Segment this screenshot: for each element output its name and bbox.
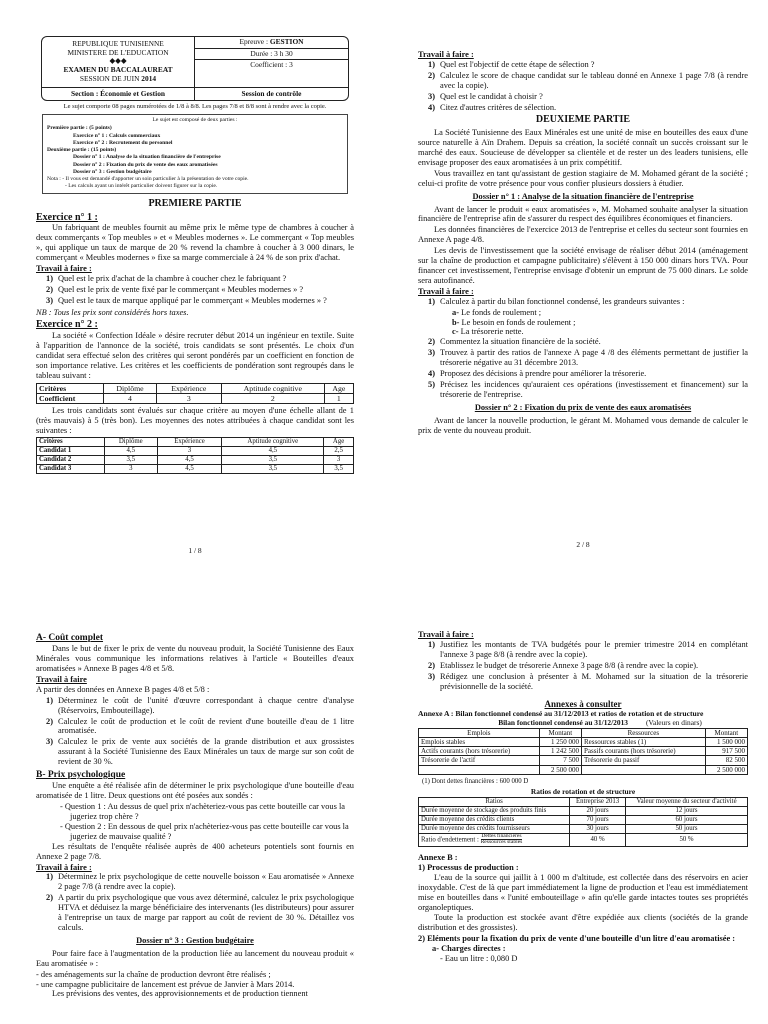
- elements-title: 2) Eléments pour la fixation du prix de vente d'une bouteille d'un litre d'eau aromatisée :: [418, 934, 736, 944]
- dossier3-title: Dossier n° 3 : Gestion budgétaire: [136, 935, 254, 945]
- table-header-cell: Ratios: [419, 797, 570, 806]
- part2-intro1: La Société Tunisienne des Eaux Minérales est une unité de mise en bouteilles des eaux d'une source naturelle à Aïn Drahem. Depuis sa création, la société connaît un succès croissant sur le marché des eaux. Soucieuse de développer sa clientèle et de rester un des leaders tunisiens, elle envisage proposer des eaux aromatisées à un prix compétitif.: [418, 128, 748, 167]
- p2-question-2: [428, 71, 748, 91]
- ratio-label: Ratio d'endettement :: [421, 836, 481, 844]
- d3-item-1: - des aménagements sur la chaîne de production devront être réalisés ;: [36, 969, 271, 979]
- d3-item-2: - une campagne publicitaire de lancement est prévue de Janvier à Mars 2014.: [36, 979, 295, 989]
- page-1: [36, 36, 354, 556]
- summary-part2: Deuxième partie : (15 points): [47, 147, 117, 154]
- table-row: [419, 833, 748, 846]
- b-item-1: - Question 1 : Au dessus de quel prix n'achèteriez-vous pas cette bouteille car vous la jugeriez trop chère ?: [60, 802, 346, 821]
- question-text: Justifiez les montants de TVA budgétés pour le premier trimestre 2014 en complétant l'annexe 3 page 8/8 (à rendre avec la copie).: [440, 639, 748, 659]
- ministry-label: MINISTERE DE L'EDUCATION: [67, 47, 169, 57]
- criteria-table: [36, 383, 354, 404]
- table-row: [419, 756, 748, 765]
- p2-questions: [428, 60, 748, 113]
- table-cell: Candidat 3: [37, 464, 105, 473]
- summary-d2: Dossier n° 2 : Fixation du prix de vente des eaux aromatisées: [73, 161, 218, 168]
- d1-q1-items: [452, 308, 748, 338]
- summary-title: Le sujet est composé de deux parties :: [152, 117, 238, 124]
- b-taf: Travail à faire :: [36, 862, 92, 872]
- ratio-fraction: [481, 834, 523, 846]
- table-header-cell: Montant: [705, 728, 747, 737]
- header-left: [42, 37, 195, 87]
- table-cell: 3: [156, 393, 221, 403]
- annexe-a-title: Annexe A : Bilan fonctionnel condensé au 31/12/2013 et ratios de rotation et de structure: [418, 709, 704, 719]
- exam-header: [41, 36, 349, 101]
- item-letter: b-: [452, 317, 462, 327]
- criteria-header-row: [37, 383, 354, 393]
- table-cell: 12 jours: [626, 806, 748, 815]
- summary-d3: Dossier n° 3 : Gestion budgétaire: [73, 168, 152, 175]
- epreuve-label: Epreuve : GESTION: [195, 37, 348, 49]
- ratios-table: [418, 797, 748, 847]
- table-cell: Durée moyenne des crédits clients: [419, 815, 570, 824]
- diamonds-ornament: ◆◆◆: [109, 56, 127, 66]
- question-text: Déterminez le prix psychologique de cette nouvelle boisson « Eau aromatisée » Annexe 2 page 7/8 (à rendre avec la copie).: [58, 872, 354, 892]
- d1-questions-rest: [428, 337, 748, 399]
- item-text: La trésorerie nette.: [460, 327, 524, 337]
- a-intro: A partir des données en Annexe B pages 4/8 et 5/8 :: [36, 684, 210, 694]
- table-cell: 2: [221, 393, 324, 403]
- table-header-cell: Emplois: [419, 728, 540, 737]
- question-number: 4): [428, 369, 435, 379]
- table-cell: Aptitude cognitive: [222, 437, 324, 446]
- table-cell: Expérience: [156, 383, 221, 393]
- a-question-1: [46, 696, 354, 716]
- table-cell: Actifs courants (hors trésorerie): [419, 747, 540, 756]
- table-cell: 50 jours: [626, 824, 748, 833]
- summary-box: [42, 114, 348, 194]
- table-cell: Age: [324, 383, 353, 393]
- table-row: [37, 455, 354, 464]
- question-number: 1): [46, 273, 53, 283]
- part2-intro2: Vous travaillez en tant qu'assistant de gestion stagiaire de M. Mohamed gérant de la société ; celui-ci profite de votre présence pour vous confier plusieurs dossiers à étudier.: [418, 168, 748, 188]
- table-cell: Critères: [37, 383, 104, 393]
- b-items: [50, 802, 354, 842]
- d1-q1: 1) Calculez à partir du bilan fonctionnel condensé, les grandeurs suivantes :: [428, 296, 685, 306]
- table-cell: 3: [324, 455, 354, 464]
- d1-taf: Travail à faire :: [418, 286, 474, 296]
- ex1-question-2: [46, 285, 354, 295]
- session-label: SESSION DE JUIN 2014: [79, 73, 157, 83]
- question-text: Précisez les incidences qu'auraient ces opérations (investissement et financement) sur la trésorerie de l'entreprise.: [440, 379, 748, 399]
- b-title: B- Prix psychologique: [36, 770, 126, 781]
- table-cell: Trésorerie du passif: [581, 756, 705, 765]
- table-cell: 20 jours: [570, 806, 626, 815]
- table-cell: 1 242 500: [539, 747, 581, 756]
- ex2-text: La société « Confection Idéale » désire recruter début 2014 un ingénieur en textile. Suite à l'apparition de l'annonce de la société, trois candidats se sont présentés. Le choix d'un candidat sera effectué selon des critères qui seront pondérés par un coefficient en fonction de son importance relative. Les critères et les coefficients de pondération sont regroupés dans le tableau suivant :: [36, 331, 354, 380]
- ex1-taf: Travail à faire :: [36, 263, 92, 273]
- page-2: [418, 50, 748, 550]
- question-number: 2): [428, 337, 435, 347]
- summary-nota2: - Les calculs ayant un intérêt particulier doivent figurer sur la copie.: [65, 183, 218, 190]
- question-text: Etablissez le budget de trésorerie Annexe 3 page 8/8 (à rendre avec la copie).: [440, 660, 699, 670]
- question-text: Quel est le taux de marque appliqué par le commerçant « Meubles modernes » ?: [58, 295, 327, 305]
- page-number: 2 / 8: [576, 540, 590, 550]
- table-cell: Coefficient: [37, 393, 104, 403]
- question-number: 1): [428, 639, 435, 649]
- table-cell: 917 500: [705, 747, 747, 756]
- annexe-b-title: Annexe B :: [418, 852, 458, 862]
- table-cell: [581, 765, 705, 774]
- page-4: [418, 630, 748, 1024]
- b-p1: Une enquête a été réalisée afin de déterminer le prix psychologique d'une bouteille d'eau aromatisée de 1 litre. Deux questions ont été posées aux sondés :: [36, 781, 354, 801]
- bilan-units: (Valeurs en dinars): [645, 718, 702, 727]
- charge-1: - Eau un litre : 0,080 D: [440, 954, 518, 964]
- question-text: Rédigez une conclusion à présenter à M. Mohamed sur la situation de la trésorerie prévisionnelle de la société.: [440, 671, 748, 691]
- question-text: A partir du prix psychologique que vous avez déterminé, calculez le prix psychologique HTVA et déduisez la marge bénéficiaire des intervenants (les distributeurs) pour assurer à l'entreprise un taux de marge par rapport au coût de revient de 30 %. Détaillez vos calculs.: [58, 893, 354, 932]
- table-cell: Critères: [37, 437, 105, 446]
- table-header-cell: Entreprise 2013: [570, 797, 626, 806]
- ex2-text2: Les trois candidats sont évalués sur chaque critère au moyen d'une échelle allant de 1 (très mauvais) à 5 (très bon). Les moyennes des notes attribuées à chaque candidat sont les suivantes :: [36, 406, 354, 435]
- question-text: Quel est le prix d'achat de la chambre à coucher chez le fabriquant ?: [58, 273, 287, 283]
- question-number: 2): [428, 660, 435, 670]
- d1-p1: Avant de lancer le produit « eaux aromatisées », M. Mohamed souhaite analyser la situation financière de l'entreprise afin de s'assurer du respect des équilibres économiques et financiers.: [418, 204, 748, 224]
- table-row: [419, 747, 748, 756]
- item-letter: a-: [452, 307, 462, 317]
- table-cell: Candidat 2: [37, 455, 105, 464]
- table-cell: 4: [104, 393, 157, 403]
- table-row: [419, 737, 748, 746]
- exam-label: EXAMEN DU BACCALAUREAT: [63, 65, 173, 75]
- process-p1: L'eau de la source qui jaillit à 1 000 m d'altitude, est collectée dans des réservoirs en acier inoxydable. C'est de là que part immédiatement la ligne de production et l'eau est immédiatement mise en bouteilles dans « l'unité embouteillage » afin qu'elle garde intactes toutes ses propriétés organoleptiques.: [418, 872, 748, 912]
- p2-question-1: [428, 60, 748, 70]
- question-number: 3): [428, 91, 435, 101]
- table-header-cell: Valeur moyenne du secteur d'activité: [626, 797, 748, 806]
- ex1-question-1: [46, 274, 354, 284]
- a-taf: Travail à faire: [36, 674, 87, 684]
- table-cell: 4,5: [105, 446, 158, 455]
- duree-label: Durée : 3 h 30: [195, 49, 348, 61]
- dossier1-title: Dossier n° 1 : Analyse de la situation financière de l'entreprise: [472, 191, 694, 201]
- table-cell: Diplôme: [104, 383, 157, 393]
- ratio-denominator: Ressources stables: [480, 839, 523, 846]
- table-cell: Diplôme: [105, 437, 158, 446]
- table-cell: 1 250 000: [539, 737, 581, 746]
- d1-question-1: [428, 337, 748, 347]
- table-header-row: [419, 797, 748, 806]
- p4-taf: Travail à faire :: [418, 630, 474, 639]
- page-number: 1 / 8: [188, 546, 202, 556]
- b-question-2: [46, 893, 354, 933]
- question-text: Calculez le score de chaque candidat sur le tableau donné en Annexe 1 page 7/8 (à rendre avec la copie).: [440, 70, 748, 90]
- table-cell: 70 jours: [570, 815, 626, 824]
- ex1-title: Exercice n° 1 :: [36, 211, 98, 223]
- table-cell: 40 %: [570, 833, 626, 846]
- table-cell: 1 500 000: [705, 737, 747, 746]
- summary-ex1: Exercice n° 1 : Calculs commerciaux: [73, 132, 161, 139]
- question-text: Déterminez le coût de l'unité d'œuvre correspondant à chaque centre d'analyse (Réservoirs, Embouteillage).: [58, 695, 354, 715]
- question-text: Trouvez à partir des ratios de l'annexe A page 4 /8 des éléments permettant de justifier la trésorerie négative au 31 décembre 2013.: [440, 348, 748, 368]
- process-title: 1) Processus de production :: [418, 862, 519, 872]
- part1-title: PREMIERE PARTIE: [148, 197, 242, 209]
- a-title: A- Coût complet: [36, 633, 104, 643]
- bilan-table: [418, 728, 748, 775]
- table-cell: Ressources stables (1): [581, 737, 705, 746]
- table-cell: 3,5: [105, 455, 158, 464]
- question-text: Citez d'autres critères de sélection.: [440, 102, 557, 112]
- part2-title: DEUXIEME PARTIE: [535, 114, 631, 126]
- question-text: Calculez le prix de vente aux sociétés de la grande distribution et aux grossistes assurant à la Société Tunisienne des Eaux Minérales un taux de marge sur son coût de revient de 30 %.: [58, 737, 354, 767]
- table-cell: 2 500 000: [705, 765, 747, 774]
- charges-title: a- Charges directes :: [432, 944, 506, 954]
- item-text: Le besoin en fonds de roulement ;: [461, 317, 576, 327]
- d1-q1-item-2: [452, 318, 748, 328]
- section-label: Section : Économie et Gestion: [42, 88, 195, 101]
- p4-question-3: [428, 672, 748, 692]
- bilan-note: (1) Dont dettes financières : 600 000 D: [422, 777, 529, 785]
- ratio-numerator: Dettes financières: [481, 832, 522, 839]
- p4-questions: [428, 640, 748, 692]
- question-number: 2): [428, 70, 435, 80]
- question-text: Proposez des décisions à prendre pour améliorer la trésorerie.: [440, 369, 647, 379]
- question-number: 3): [428, 348, 435, 358]
- question-number: 3): [428, 671, 435, 681]
- page-3: [36, 630, 354, 1024]
- question-number: 3): [46, 295, 53, 305]
- question-number: 4): [428, 102, 435, 112]
- dossier2-title: Dossier n° 2 : Fixation du prix de vente des eaux aromatisées: [474, 402, 692, 412]
- summary-ex2: Exercice n° 2 : Recrutement du personnel: [73, 139, 173, 146]
- d2-p1: Avant de lancer la nouvelle production, le gérant M. Mohamed vous demande de calculer le prix de vente du nouveau produit.: [418, 415, 748, 435]
- summary-part1: Première partie : (5 points): [47, 125, 112, 132]
- table-total-row: [419, 765, 748, 774]
- session-type-label: Session de contrôle: [241, 88, 302, 98]
- question-number: 1): [46, 872, 53, 882]
- candidates-table: [36, 437, 354, 474]
- b-item-2: - Question 2 : En dessous de quel prix n'achèteriez-vous pas cette bouteille car vous la jugeriez de mauvaise qualité ?: [60, 821, 349, 841]
- header-footer: [42, 87, 348, 101]
- ex1-question-3: [46, 296, 354, 306]
- summary-nota1: Nota : - Il vous est demandé d'apporter un soin particulier à la présentation de votre copie.: [47, 176, 249, 183]
- table-cell: 2 500 000: [539, 765, 581, 774]
- table-header-cell: Ressources: [581, 728, 705, 737]
- table-cell: 4,5: [157, 464, 222, 473]
- ex2-title: Exercice n° 2 :: [36, 319, 98, 331]
- d1-question-2: [428, 348, 748, 368]
- table-cell: 4,5: [222, 446, 324, 455]
- table-cell: 4,5: [157, 455, 222, 464]
- question-number: 5): [428, 379, 435, 389]
- header-right: [195, 37, 348, 87]
- b-question-1: [46, 872, 354, 892]
- pages-note: Le sujet comporte 08 pages numérotées de 1/8 à 8/8. Les pages 7/8 et 8/8 sont à rendre avec la copie.: [63, 103, 327, 111]
- table-cell: Trésorerie de l'actif: [419, 756, 540, 765]
- ex1-questions: [46, 274, 354, 306]
- item-text: Le fonds de roulement ;: [461, 307, 542, 317]
- table-cell: 50 %: [626, 833, 748, 846]
- d3-items: [36, 970, 354, 990]
- question-text: Calculez le coût de production et le coût de revient d'une bouteille d'eau de 1 litre aromatisée.: [58, 716, 354, 736]
- p4-question-2: [428, 661, 748, 671]
- table-row: [37, 446, 354, 455]
- table-header-cell: Montant: [539, 728, 581, 737]
- table-cell: 3,5: [222, 464, 324, 473]
- republic-label: REPUBLIQUE TUNISIENNE: [72, 39, 164, 48]
- table-cell: 3: [105, 464, 158, 473]
- p2-question-3: [428, 92, 748, 102]
- table-cell: 3,5: [222, 455, 324, 464]
- table-header-row: [419, 728, 748, 737]
- annexes-title: Annexes à consulter: [544, 699, 622, 710]
- table-row: [419, 815, 748, 824]
- table-cell: Aptitude cognitive: [221, 383, 324, 393]
- d1-questions: [428, 297, 748, 307]
- p2-taf: Travail à faire :: [418, 50, 474, 59]
- question-number: 1): [428, 59, 435, 69]
- table-row: [419, 806, 748, 815]
- d3-p2: Les prévisions des ventes, des approvisionnements et de production tiennent: [52, 989, 308, 999]
- process-p2: Toute la production est stockée avant d'être expédiée aux clients (sociétés de la grande distribution et des grossistes).: [418, 913, 748, 933]
- d1-question-4: [428, 380, 748, 400]
- a-question-2: [46, 717, 354, 737]
- bilan-title-row: [418, 719, 748, 728]
- table-header-row: [37, 437, 354, 446]
- table-cell: Durée moyenne de stockage des produits finis: [419, 806, 570, 815]
- d1-p3: Les devis de l'investissement que la société envisage de réaliser début 2014 (aménagement sur la chaîne de production et campagne publicitaire) s'élèvent à 150 000 dinars hors TVA. Pour financer cet investissement, l'entreprise envisage d'obtenir un emprunt de 75 000 dinars. Le solde sera autofinancé.: [418, 246, 748, 285]
- table-cell: 1: [324, 393, 353, 403]
- question-number: 1): [46, 695, 53, 705]
- table-cell: 7 500: [539, 756, 581, 765]
- a-p1: Dans le but de fixer le prix de vente du nouveau produit, la Société Tunisienne des Eaux Minérales vous communique les informations relatives à l'article « Bouteilles d'eaux aromatisées » Annexe B pages 4/8 et 5/8.: [36, 644, 354, 674]
- question-number: 2): [46, 284, 53, 294]
- b-p2: Les résultats de l'enquête réalisée auprès de 400 acheteurs potentiels sont fournis en Annexe 2 page 7/8.: [36, 841, 354, 861]
- a-questions: [46, 696, 354, 767]
- table-row: [37, 464, 354, 473]
- table-cell: 60 jours: [626, 815, 748, 824]
- table-cell: Candidat 1: [37, 446, 105, 455]
- question-number: 3): [46, 737, 53, 747]
- question-number: 2): [46, 893, 53, 903]
- d1-q1-item-3: [452, 327, 748, 337]
- item-letter: c-: [452, 327, 461, 337]
- question-text: Quel est le candidat à choisir ?: [440, 91, 543, 101]
- table-cell: Expérience: [157, 437, 222, 446]
- table-cell: 30 jours: [570, 824, 626, 833]
- table-cell: Durée moyenne des crédits fournisseurs: [419, 824, 570, 833]
- question-number: 2): [46, 716, 53, 726]
- question-text: Quel est l'objectif de cette étape de sélection ?: [440, 59, 595, 69]
- question-text: Commentez la situation financière de la société.: [440, 337, 601, 347]
- coefficient-label: Coefficient : 3: [250, 60, 293, 70]
- p2-question-4: [428, 103, 748, 113]
- table-cell: Passifs courants (hors trésorerie): [581, 747, 705, 756]
- table-cell: 3,5: [324, 464, 354, 473]
- nb-note: NB : Tous les prix sont considérés hors taxes.: [36, 307, 189, 317]
- b-questions: [46, 872, 354, 932]
- table-cell: [419, 833, 570, 846]
- p4-question-1: [428, 640, 748, 660]
- d3-p1: Pour faire face à l'augmentation de la production liée au lancement du nouveau produit « Eau aromatisée » :: [36, 948, 354, 968]
- table-cell: 3: [157, 446, 222, 455]
- table-cell: Age: [324, 437, 354, 446]
- d1-q1-item-1: [452, 308, 748, 318]
- a-question-3: [46, 737, 354, 767]
- ex1-text: Un fabriquant de meubles fournit au même prix le même type de chambres à coucher à deux commerçants « Top meubles » et « Meubles modernes ». Le commerçant « Top meubles », qui applique un taux de marque de 20 % revend la chambre à coucher à 3 000 dinars, le commerçant « Meubles modernes » fixe sa marge commerciale à 24 % de son prix d'achat.: [36, 223, 354, 263]
- bilan-title: Bilan fonctionnel condensé au 31/12/2013: [498, 718, 628, 727]
- table-cell: Emplois stables: [419, 737, 540, 746]
- question-text: Quel est le prix de vente fixé par le commerçant « Meubles modernes » ?: [58, 284, 304, 294]
- table-cell: [419, 765, 540, 774]
- table-row: [419, 824, 748, 833]
- criteria-coef-row: [37, 393, 354, 403]
- summary-d1: Dossier n° 1 : Analyse de la situation financière de l'entreprise: [73, 154, 221, 161]
- table-cell: 2,5: [324, 446, 354, 455]
- d1-p2: Les données financières de l'exercice 2013 de l'entreprise et celles du secteur sont fournies en Annexe A page 4/8.: [418, 225, 748, 245]
- ratios-title: Ratios de rotation et de structure: [530, 787, 636, 796]
- table-cell: 82 500: [705, 756, 747, 765]
- d1-question-3: [428, 369, 748, 379]
